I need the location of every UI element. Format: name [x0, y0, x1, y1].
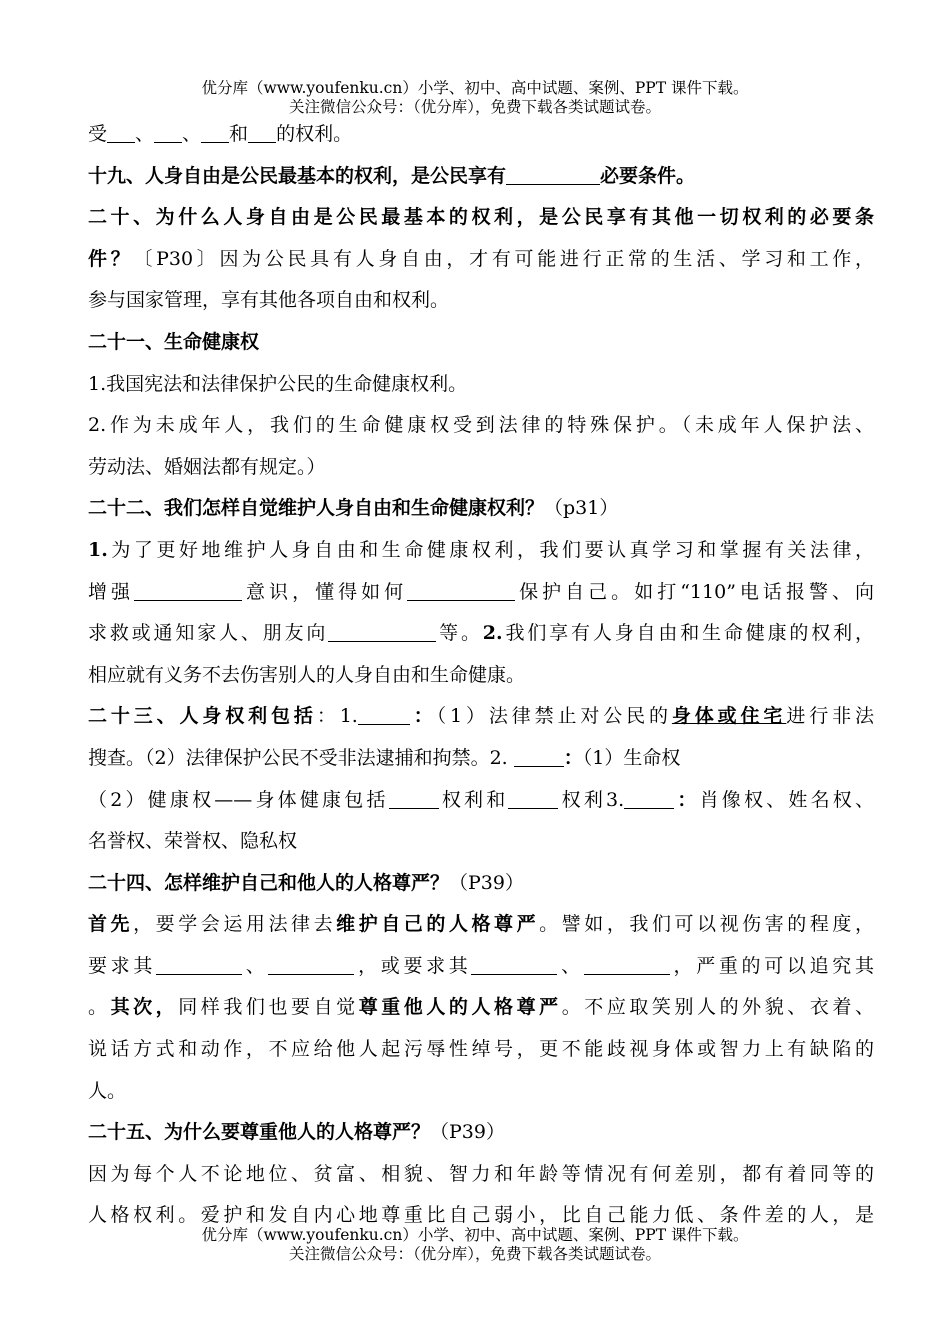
section-25-line: 人格权利。爱护和发自内心地尊重比自己弱小，比自己能力低、条件差的人，是: [88, 1204, 874, 1227]
section-24-line: 首先，要学会运用法律去维护自己的人格尊严。譬如，我们可以视伤害的程度，: [88, 913, 874, 936]
blank: [514, 745, 564, 767]
section-25-line: 因为每个人不论地位、贫富、相貌、智力和年龄等情况有何差别，都有着同等的: [88, 1162, 874, 1185]
section-22-line: 1.为了更好地维护人身自由和生命健康权利，我们要认真学习和掌握有关法律，: [88, 538, 874, 561]
blank: [154, 121, 182, 143]
section-23-line: 搜查。（2）法律保护公民不受非法逮捕和拘禁。2. ：（1）生命权: [88, 746, 681, 769]
blank: [471, 953, 557, 975]
section-23-line: （2）健康权——身体健康包括 权利和 权利3. ：肖像权、姓名权、: [88, 788, 874, 811]
footer-line-2: 关注微信公众号：（优分库），免费下载各类试题试卷。: [288, 1245, 661, 1263]
section-24-line: 要求其 、 ，或要求其 、 ，严重的可以追究其: [88, 954, 874, 977]
section-22-heading: 二十二、我们怎样自觉维护人身自由和生命健康权利？（p31）: [88, 497, 619, 520]
blank: [506, 163, 600, 185]
blank: [624, 787, 674, 809]
blank: [358, 703, 410, 725]
section-21-line: 1.我国宪法和法律保护公民的生命健康权利。: [88, 372, 468, 395]
section-24-heading: 二十四、怎样维护自己和他人的人格尊严？（P39）: [88, 871, 524, 894]
blank: [107, 121, 135, 143]
section-21-line: 劳动法、婚姻法都有规定。）: [88, 455, 326, 478]
blank: [407, 579, 515, 601]
section-21-line: 2.作为未成年人，我们的生命健康权受到法律的特殊保护。（未成年人保护法、: [88, 414, 874, 437]
header-line-1: 优分库（www.youfenku.cn）小学、初中、高中试题、案例、PPT 课件下载。: [201, 79, 749, 97]
section-24-line: 。其次，同样我们也要自觉尊重他人的人格尊严。不应取笑别人的外貌、衣着、: [88, 996, 874, 1019]
blank: [156, 953, 242, 975]
footer-line-1: 优分库（www.youfenku.cn）小学、初中、高中试题、案例、PPT 课件下载。: [201, 1226, 749, 1244]
section-23-line: 名誉权、荣誉权、隐私权: [88, 830, 298, 853]
blank: [328, 620, 436, 642]
blank: [268, 953, 354, 975]
blank: [584, 953, 670, 975]
section-20-line: 参与国家管理，享有其他各项自由和权利。: [88, 289, 450, 312]
section-19-heading: 十九、人身自由是公民最基本的权利，是公民享有 必要条件。: [88, 164, 696, 187]
section-22-line: 求救或通知家人、朋友向 等。2.我们享有人身自由和生命健康的权利，: [88, 622, 874, 645]
blank: [201, 121, 229, 143]
section-20-heading: 二十、为什么人身自由是公民最基本的权利，是公民享有其他一切权利的必要条: [88, 206, 874, 229]
blank: [248, 121, 276, 143]
section-24-line: 说话方式和动作，不应给他人起污辱性绰号，更不能歧视身体或智力上有缺陷的: [88, 1038, 874, 1061]
page-footer: [0, 1226, 950, 1264]
document-body: [88, 114, 874, 1237]
section-22-line: 相应就有义务不去伤害别人的人身自由和生命健康。: [88, 663, 526, 686]
section-21-heading: 二十一、生命健康权: [88, 330, 260, 353]
section-22-line: 增强 意识，懂得如何 保护自己。如打“110”电话报警、向: [88, 580, 874, 603]
continuation-line: 受 、 、 和 的权利。: [88, 123, 353, 145]
blank: [389, 787, 439, 809]
header-line-2: 关注微信公众号：（优分库），免费下载各类试题试卷。: [288, 98, 661, 116]
section-20-line: 件？〔P30〕因为公民具有人身自由，才有可能进行正常的生活、学习和工作，: [88, 247, 874, 270]
blank: [134, 579, 242, 601]
blank: [508, 787, 558, 809]
section-25-heading: 二十五、为什么要尊重他人的人格尊严？（P39）: [88, 1121, 505, 1144]
page-header: [0, 79, 950, 117]
section-23-heading: 二十三、人身权利包括：1. ：（1）法律禁止对公民的身体或住宅进行非法: [88, 705, 874, 728]
section-24-line: 人。: [88, 1079, 127, 1102]
